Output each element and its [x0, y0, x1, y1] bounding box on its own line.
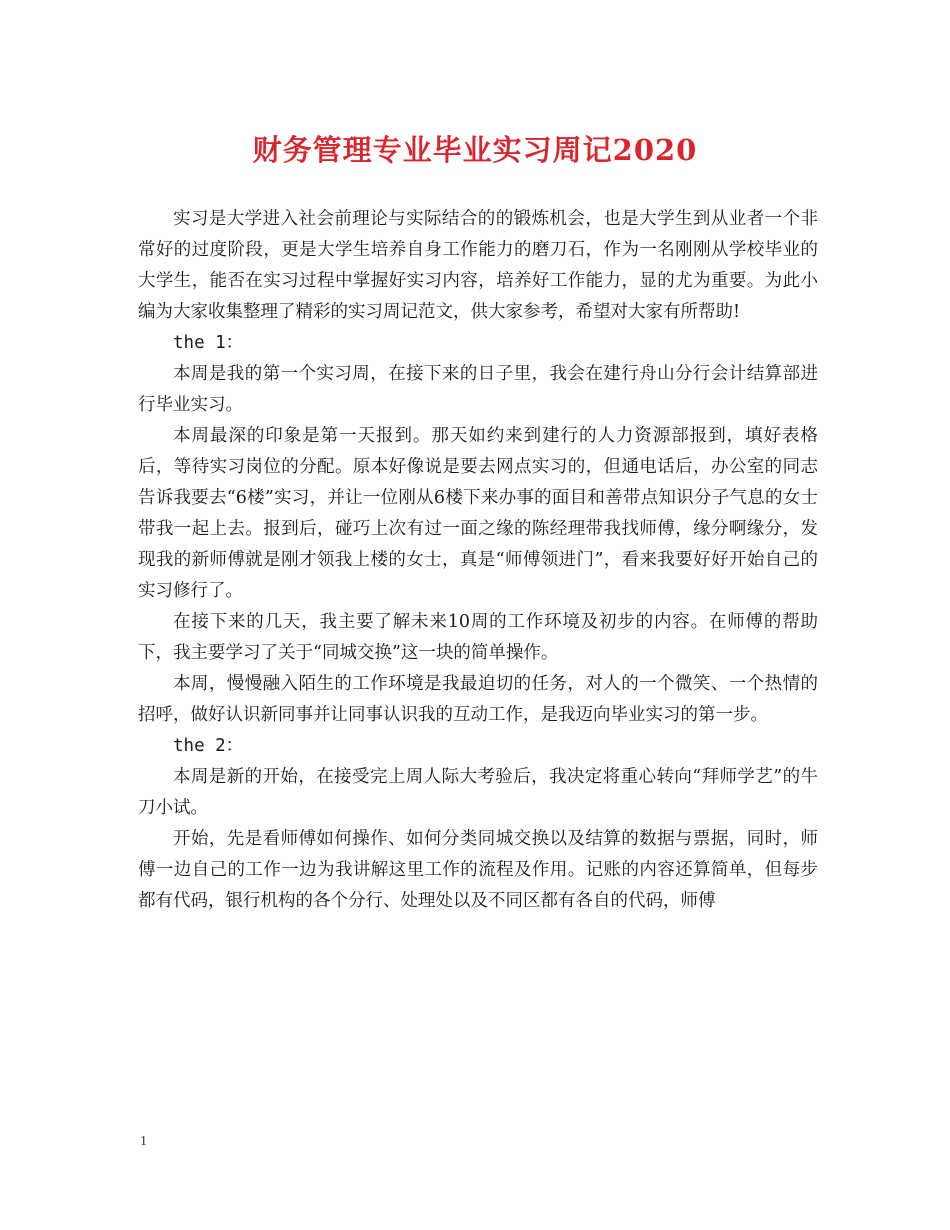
- paragraph: 本周是新的开始，在接受完上周人际大考验后，我决定将重心转向“拜师学艺”的牛刀小试。: [138, 767, 818, 818]
- paragraph: 本周，慢慢融入陌生的工作环境是我最迫切的任务，对人的一个微笑、一个热情的招呼，做好认识新同事并让同事认识我的互动工作，是我迈向毕业实习的第一步。: [138, 674, 818, 725]
- week-2-label: the 2：: [173, 736, 244, 756]
- paragraph-intro: 实习是大学进入社会前理论与实际结合的的锻炼机会，也是大学生到从业者一个非常好的过度阶段，更是大学生培养自身工作能力的磨刀石，作为一名刚刚从学校毕业的大学生，能否在实习过程中掌握好实习内容，培养好工作能力，显的尤为重要。为此小编为大家收集整理了精彩的实习周记范文，供大家参考，希望对大家有所帮助!: [138, 209, 818, 322]
- paragraph: 本周最深的印象是第一天报到。那天如约来到建行的人力资源部报到，填好表格后，等待实习岗位的分配。原本好像说是要去网点实习的，但通电话后，办公室的同志告诉我要去“6楼”实习，并让一位刚从6楼下来办事的面目和善带点知识分子气息的女士带我一起上去。报到后，碰巧上次有过一面之缘的陈经理带我找师傅，缘分啊缘分，发现我的新师傅就是刚才领我上楼的女士，真是“师傅领进门”，看来我要好好开始自己的实习修行了。: [138, 426, 818, 601]
- paragraph: 开始，先是看师傅如何操作、如何分类同城交换以及结算的数据与票据，同时，师傅一边自己的工作一边为我讲解这里工作的流程及作用。记账的内容还算简单，但每步都有代码，银行机构的各个分行、处理处以及不同区都有各自的代码，师傅: [138, 829, 818, 911]
- week-1-label: the 1：: [173, 333, 244, 353]
- page-title: 财务管理专业毕业实习周记2020: [252, 133, 698, 167]
- page-number: 1: [140, 1134, 147, 1149]
- paragraph: 在接下来的几天，我主要了解未来10周的工作环境及初步的内容。在师傅的帮助下，我主要学习了关于“同城交换”这一块的简单操作。: [138, 612, 818, 663]
- document-body: [138, 204, 818, 917]
- paragraph: 本周是我的第一个实习周，在接下来的日子里，我会在建行舟山分行会计结算部进行毕业实习。: [138, 364, 818, 415]
